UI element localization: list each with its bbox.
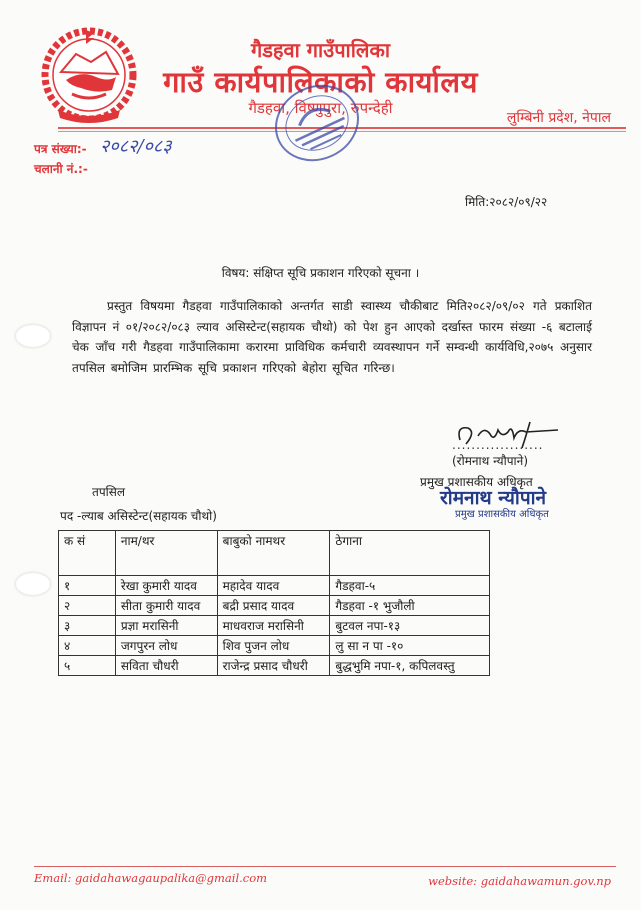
signatory-name: (रोमनाथ न्यौपाने) [452,454,528,468]
cell-address: गैडहवा-५ [330,576,490,596]
cell-serial: २ [59,596,116,616]
dispatch-number-label: चलानी नं.:- [34,162,88,176]
header-father-name: बाबुको नामथर [217,531,330,576]
letter-date: मिति:२०८२/०९/२२ [465,195,548,209]
cell-father-name: बद्री प्रसाद यादव [217,596,330,616]
cell-address: लु सा न पा -१० [330,636,490,656]
footer-divider [34,866,616,867]
name-stamp: रोमनाथ न्यौपाने [440,487,547,509]
notice-body [72,296,592,378]
table-row [59,576,490,596]
municipality-name: गैडहवा गाउँपालिका [250,38,391,62]
cell-serial: १ [59,576,116,596]
cell-name: सीता कुमारी यादव [115,596,217,616]
schedule-heading: तपसिल [92,485,126,499]
signature-line: ................... [452,438,544,452]
cell-father-name: महादेव यादव [217,576,330,596]
letter-number-label: पत्र संख्या:- [34,142,87,156]
footer-website: website: gaidahawamun.gov.np [428,874,611,888]
footer-email: Email: gaidahawagaupalika@gmail.com [34,871,268,885]
signatory-title: प्रमुख प्रशासकीय अधिकृत [420,475,533,489]
cell-serial: ५ [59,656,116,676]
post-title: पद -ल्याब असिस्टेन्ट(सहायक चौथो) [60,509,217,523]
header-name: नाम/थर [115,531,217,576]
province-label: लुम्बिनी प्रदेश, नेपाल [506,110,611,126]
candidate-table [58,530,490,676]
office-name: गाउँ कार्यपालिकाको कार्यालय [163,65,478,99]
cell-address: गैडहवा -१ भुजौली [330,596,490,616]
cell-address: बुटवल नपा-१३ [330,616,490,636]
office-stamp [262,82,372,164]
cell-name: सविता चौधरी [115,656,217,676]
header-serial: क सं [59,531,116,576]
subject-line: विषय: संक्षिप्त सूचि प्रकाशन गरिएको सूचना । [221,266,420,280]
cell-name: रेखा कुमारी यादव [115,576,217,596]
letter-number-value: २०८२/०८३ [100,136,172,157]
table-header-row [59,531,490,576]
cell-serial: ४ [59,636,116,656]
office-address: गैडहवा, विष्णुपुरा, रुपन्देही [248,99,393,117]
punch-hole [16,325,50,347]
header-address: ठेगाना [330,531,490,576]
punch-hole [16,573,50,595]
cell-father-name: माधवराज मरासिनी [217,616,330,636]
cell-name: जगपुरन लोध [115,636,217,656]
cell-name: प्रज्ञा मरासिनी [115,616,217,636]
table-row [59,596,490,616]
table-row [59,636,490,656]
table-row [59,656,490,676]
cell-father-name: शिव पुजन लोध [217,636,330,656]
cell-address: बुद्धभुमि नपा-१, कपिलवस्तु [330,656,490,676]
title-stamp: प्रमुख प्रशासकीय अधिकृत [455,509,549,520]
cell-father-name: राजेन्द्र प्रसाद चौधरी [217,656,330,676]
notice-body-text: प्रस्तुत विषयमा गैडहवा गाउँपालिकाको अन्तर्गत साडी स्वास्थ्य चौकीबाट मिति२०८२/०९/०२ गते प्रकाशित विज्ञापन नं ०१/२०८२/०८३ ल्याव असिस्टेन्ट(सहायक चौथो) को पेश हुन आएको दर्खास्त फारम संख्या -६ बटालाई चेक जाँच गरी गैडहवा गाउँपालिकामा करारमा प्राविधिक कर्मचारी व्यवस्थापन गर्ने सम्वन्धी कार्यविधि,२०७५ अनुसार तपसिल बमोजिम प्रारम्भिक सूचि प्रकाशन गरिएको बेहोरा सूचित गरिन्छ। [72,299,592,375]
cell-serial: ३ [59,616,116,636]
table-row [59,616,490,636]
